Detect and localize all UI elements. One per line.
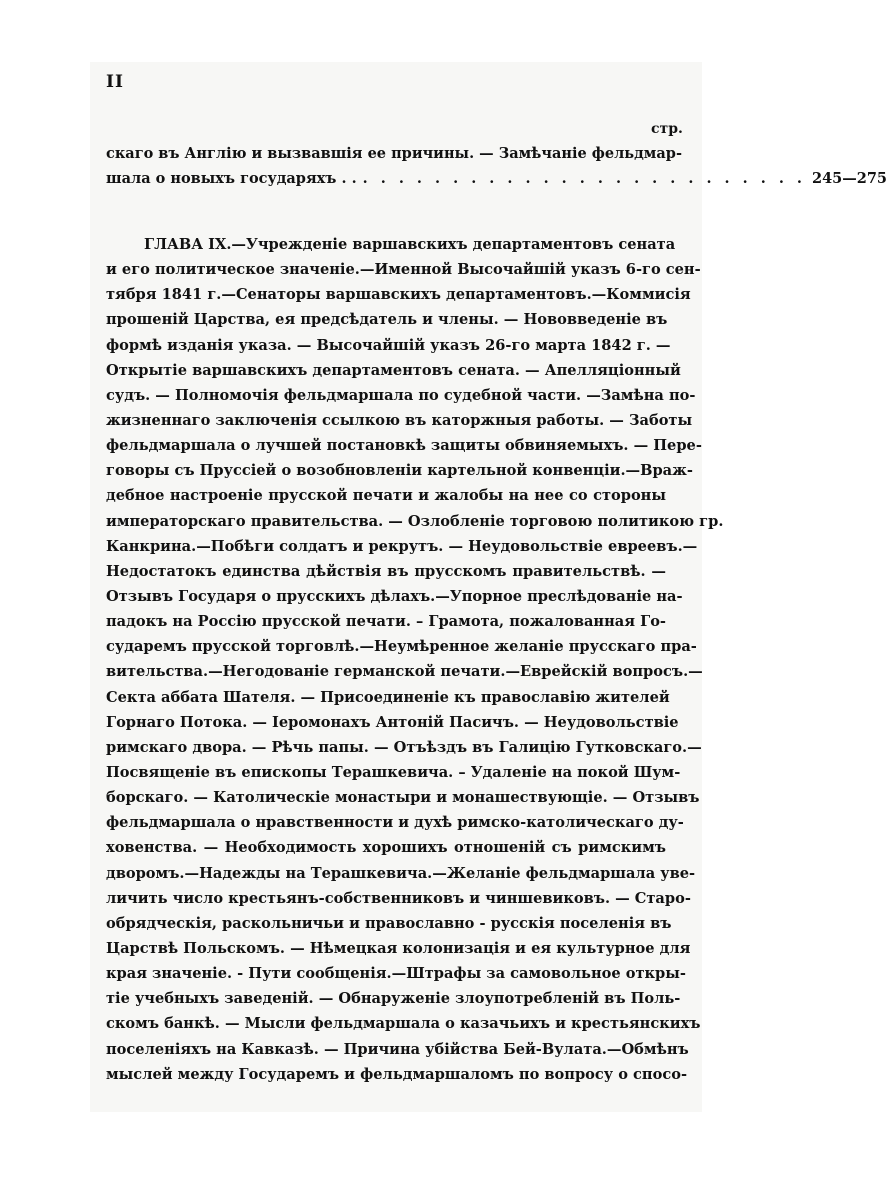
chapter-line: сударемъ прусской торговлѣ.—Неумѣренное желаніе прусскаго пра- bbox=[106, 638, 697, 656]
previous-entry-line-1: скаго въ Англію и вызвавшія ее причины. — Замѣчаніе фельдмар- bbox=[106, 145, 682, 162]
chapter-line: обрядческія, раскольничьи и православно - русскія поселенія въ bbox=[106, 914, 672, 932]
chapter-line: поселеніяхъ на Кавказѣ. — Причина убійства Бей-Вулата.—Обмѣнъ bbox=[106, 1040, 689, 1058]
chapter-summary bbox=[106, 232, 724, 1087]
page-number: II bbox=[106, 72, 124, 92]
leader-dots: . . . . . . . . . . . . . . . . . . . . . . . . . bbox=[362, 170, 806, 187]
chapter-line: фельдмаршала о нравственности и духѣ римско-католическаго ду- bbox=[106, 814, 684, 832]
chapter-line: дебное настроеніе прусской печати и жалобы на нее со стороны bbox=[106, 487, 666, 505]
previous-entry-text: шала о новыхъ государяхъ . . bbox=[106, 170, 357, 187]
chapter-line: и его политическое значеніе.—Именной Высочайшій указъ 6-го сен- bbox=[106, 261, 701, 279]
chapter-line: Канкрина.—Побѣги солдатъ и рекрутъ. — Неудовольствіе евреевъ.— bbox=[106, 537, 698, 555]
previous-entry-line-2 bbox=[106, 168, 887, 190]
pages-column-label: стр. bbox=[651, 121, 683, 137]
chapter-line: дворомъ.—Надежды на Терашкевича.—Желаніе фельдмаршала уве- bbox=[106, 864, 696, 882]
chapter-line: Секта аббата Шателя. — Присоединеніе къ православію жителей bbox=[106, 688, 670, 706]
chapter-line: борскаго. — Католическіе монастыри и монашествующіе. — Отзывъ bbox=[106, 789, 700, 807]
page-range: 245—275 bbox=[811, 170, 887, 187]
chapter-line: вительства.—Негодованіе германской печати.—Еврейскій вопросъ.— bbox=[106, 663, 703, 681]
chapter-line: судъ. — Полномочія фельдмаршала по судебной части. —Замѣна по- bbox=[106, 386, 696, 404]
chapter-line: ГЛАВА IX.—Учрежденіе варшавскихъ департаментовъ сената bbox=[144, 236, 676, 253]
chapter-line: тіе учебныхъ заведеній. — Обнаруженіе злоупотребленій въ Поль- bbox=[106, 990, 681, 1008]
chapter-line: римскаго двора. — Рѣчь папы. — Отъѣздъ въ Галицію Гутковскаго.— bbox=[106, 738, 702, 756]
chapter-line: Царствѣ Польскомъ. — Нѣмецкая колонизація и ея культурное для bbox=[106, 939, 691, 957]
chapter-line: Посвященіе въ епископы Терашкевича. – Удаленіе на покой Шум- bbox=[106, 763, 681, 781]
chapter-line: императорскаго правительства. — Озлобленіе торговою политикою гр. bbox=[106, 512, 724, 530]
chapter-line: личить число крестьянъ-собственниковъ и чиншевиковъ. — Старо- bbox=[106, 889, 691, 907]
chapter-line: Горнаго Потока. — Іеромонахъ Антоній Пасичъ. — Неудовольствіе bbox=[106, 713, 679, 731]
chapter-line: жизненнаго заключенія ссылкою въ каторжныя работы. — Заботы bbox=[106, 411, 693, 429]
chapter-line: ховенства. — Необходимость хорошихъ отношеній съ римскимъ bbox=[106, 839, 666, 857]
chapter-line: фельдмаршала о лучшей постановкѣ защиты обвиняемыхъ. — Пере- bbox=[106, 437, 702, 455]
chapter-line: тября 1841 г.—Сенаторы варшавскихъ департаментовъ.—Коммисія bbox=[106, 286, 691, 304]
chapter-line: края значеніе. - Пути сообщенія.—Штрафы за самовольное откры- bbox=[106, 965, 686, 983]
chapter-line: падокъ на Россію прусской печати. – Грамота, пожалованная Го- bbox=[106, 613, 666, 631]
chapter-line: мыслей между Государемъ и фельдмаршаломъ по вопросу о спосо- bbox=[106, 1065, 687, 1083]
chapter-line: Недостатокъ единства дѣйствія въ прусскомъ правительствѣ. — bbox=[106, 562, 666, 580]
chapter-line: Открытіе варшавскихъ департаментовъ сената. — Апелляціонный bbox=[106, 361, 681, 379]
chapter-line: говоры съ Пруссіей о возобновленіи картельной конвенціи.—Враж- bbox=[106, 462, 693, 480]
chapter-line: прошеній Царства, ея предсѣдатель и члены. — Нововведеніе въ bbox=[106, 311, 668, 329]
chapter-line: формѣ изданія указа. — Высочайшій указъ 26-го марта 1842 г. — bbox=[106, 336, 671, 354]
chapter-line: скомъ банкѣ. — Мысли фельдмаршала о казачьихъ и крестьянскихъ bbox=[106, 1015, 701, 1033]
chapter-line: Отзывъ Государя о прусскихъ дѣлахъ.—Упорное преслѣдованіе на- bbox=[106, 587, 683, 605]
